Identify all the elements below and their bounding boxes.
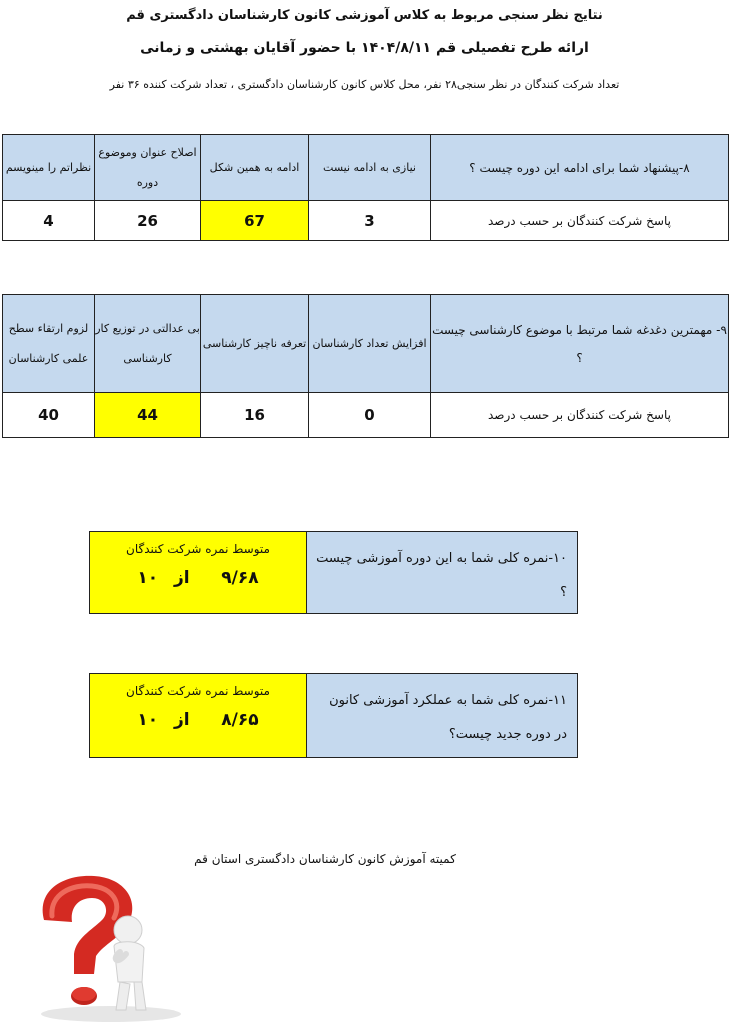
option-value-highlighted: 44 [95,393,201,438]
question-11-box [89,673,578,758]
question-11: ۱۱-نمره کلی شما به عملکرد آموزشی کانون در دوره جدید چیست؟ [306,674,577,757]
option-header: نظراتم را مینویسم [3,135,95,201]
option-value: 0 [309,393,431,438]
score-value: ۸/۶۵ از ۱۰ [137,710,259,730]
report-subtitle: ارائه طرح تفصیلی قم ۱۴۰۴/۸/۱۱ با حضور آقایان بهشتی و زمانی [140,40,589,56]
score-label: متوسط نمره شرکت کنندگان [126,684,270,698]
question-10-box [89,531,578,614]
score-label: متوسط نمره شرکت کنندگان [126,542,270,556]
participants-info: تعداد شرکت کنندگان در نظر سنجی۲۸ نفر، محل کلاس کانون کارشناسان دادگستری ، تعداد شرکت کننده ۳۶ نفر [109,78,620,91]
average-score-10 [90,532,306,613]
option-header: ادامه به همین شکل [201,135,309,201]
option-value: 26 [95,201,201,241]
report-title: نتایج نظر سنجی مربوط به کلاس آموزشی کانون کارشناسان دادگستری قم [126,8,603,23]
option-value: 16 [201,393,309,438]
average-score-11 [90,674,306,757]
option-value: 40 [3,393,95,438]
option-header: افزایش تعداد کارشناسان [309,295,431,393]
answer-label: پاسخ شرکت کنندگان بر حسب درصد [431,201,729,241]
option-header: اصلاح عنوان وموضوع دوره [95,135,201,201]
question-10: ۱۰-نمره کلی شما به این دوره آموزشی چیست ؟ [306,532,577,613]
option-value-highlighted: 67 [201,201,309,241]
footer-committee: کمیته آموزش کانون کارشناسان دادگستری استان قم [194,852,456,866]
question-9: ۹- مهمترین دغدغه شما مرتبط با موضوع کارشناسی چیست ؟ [431,295,729,393]
question-8-table [2,134,729,241]
option-header: تعرفه ناچیز کارشناسی [201,295,309,393]
option-value: 3 [309,201,431,241]
option-header: نیازی به ادامه نیست [309,135,431,201]
option-value: 4 [3,201,95,241]
question-8: ۸-پیشنهاد شما برای ادامه این دوره چیست ؟ [431,135,729,201]
option-header: لزوم ارتقاء سطح علمی کارشناسان [3,295,95,393]
option-header: بی عدالتی در توزیع کار کارشناسی [95,295,201,393]
question-9-table [2,294,729,438]
question-mark-figure-icon [16,862,186,1024]
score-value: ۹/۶۸ از ۱۰ [137,568,259,588]
answer-label: پاسخ شرکت کنندگان بر حسب درصد [431,393,729,438]
